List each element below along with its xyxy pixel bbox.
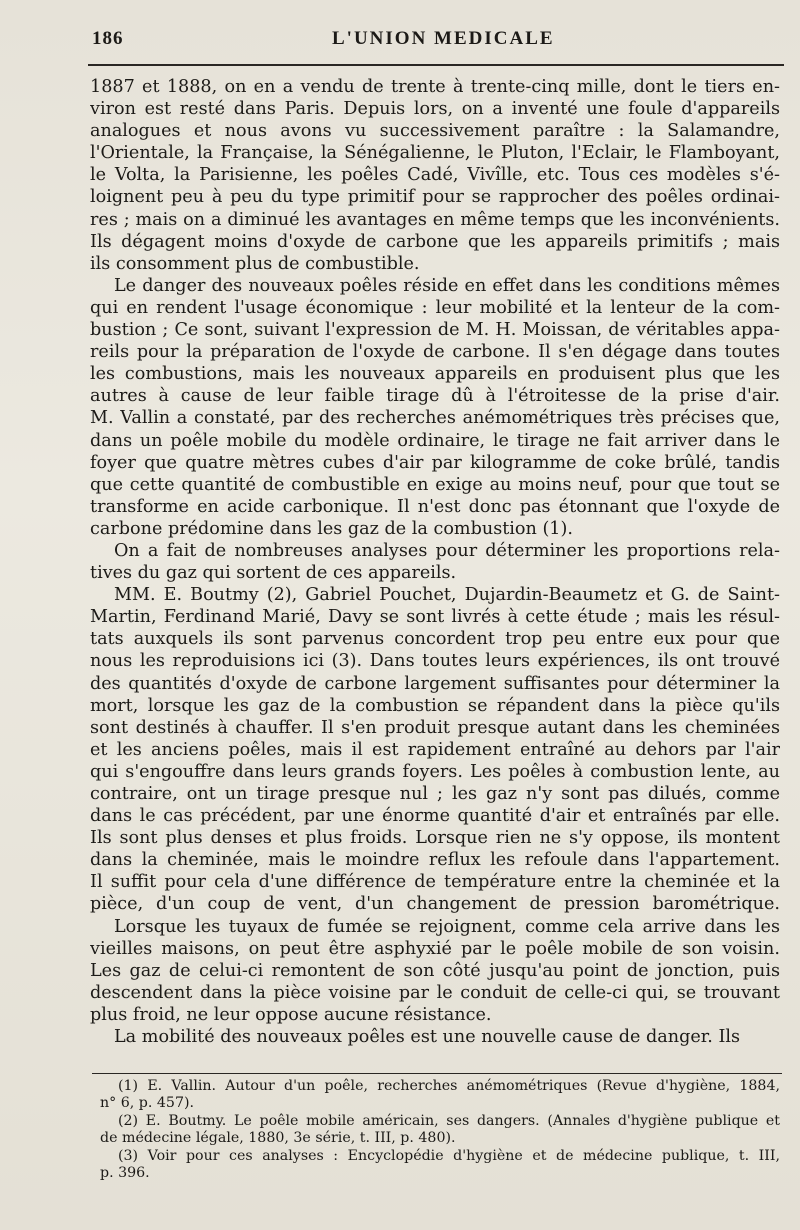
body-line: et les anciens poêles, mais il est rapidement entraîné au dehors par l'air [90,739,780,760]
body-line: tives du gaz qui sortent de ces appareils. [90,563,457,584]
body-line: analogues et nous avons vu successivement paraître : la Salamandre, [90,121,780,142]
body-line: que cette quantité de combustible en exige au moins neuf, pour que tout se [90,474,780,495]
body-line: le Volta, la Parisienne, les poêles Cadé, Vivîlle, etc. Tous ces modèles s'é- [90,165,780,186]
footnote-line: (1) E. Vallin. Autour d'un poêle, recherches anémométriques (Revue d'hygiène, 1884, [118,1078,780,1094]
body-line: qui en rendent l'usage économique : leur mobilité et la lenteur de la com- [90,297,780,318]
header-rule [88,64,784,66]
footnote-line: de médecine légale, 1880, 3e série, t. III, p. 480). [100,1130,456,1147]
body-line: dans le cas précédent, par une énorme quantité d'air et entraînés par elle. [90,806,780,827]
body-line: tats auxquels ils sont parvenus concordent trop peu entre eux pour que [90,629,780,650]
body-line: foyer que quatre mètres cubes d'air par kilogramme de coke brûlé, tandis [90,452,780,473]
body-line: carbone prédomine dans les gaz de la combustion (1). [90,518,573,539]
body-line: plus froid, ne leur oppose aucune résistance. [90,1004,492,1025]
body-line: bustion ; Ce sont, suivant l'expression de M. H. Moissan, de véritables appa- [90,320,780,341]
body-line: Ils sont plus denses et plus froids. Lorsque rien ne s'y oppose, ils montent [90,828,780,849]
body-line: Le danger des nouveaux poêles réside en effet dans les conditions mêmes [114,275,780,296]
body-line: autres à cause de leur faible tirage dû à l'étroitesse de la prise d'air. [90,386,780,407]
footnote-line: (2) E. Boutmy. Le poêle mobile américain, ses dangers. (Annales d'hygiène publique et [118,1112,780,1129]
body-line: l'Orientale, la Française, la Sénégalienne, le Pluton, l'Eclair, le Flamboyant, [90,143,780,164]
body-line: M. Vallin a constaté, par des recherches anémométriques très précises que, [90,408,780,429]
body-line: les combustions, mais les nouveaux appareils en produisent plus que les [90,364,780,385]
body-line: pièce, d'un coup de vent, d'un changement de pression barométrique. [90,894,780,915]
body-line: res ; mais on a diminué les avantages en même temps que les inconvénients. [90,209,780,230]
body-line: vieilles maisons, on peut être asphyxié par le poêle mobile de son voisin. [90,938,780,959]
page-number: 186 [92,28,124,49]
body-line: contraire, ont un tirage presque nul ; les gaz n'y sont pas dilués, comme [90,784,780,804]
body-line: La mobilité des nouveaux poêles est une nouvelle cause de danger. Ils [114,1027,741,1048]
body-line: sont destinés à chauffer. Il s'en produit presque autant dans les cheminées [90,717,780,738]
body-line: ils consomment plus de combustible. [90,253,420,274]
body-line: loignent peu à peu du type primitif pour se rapprocher des poêles ordinai- [90,187,780,208]
body-line: des quantités d'oxyde de carbone largement suffisantes pour déterminer la [90,673,780,694]
body-line: reils pour la préparation de l'oxyde de carbone. Il s'en dégage dans toutes [90,342,780,363]
footnote-line: p. 396. [100,1164,150,1181]
body-line: dans la cheminée, mais le moindre reflux les refoule dans l'appartement. [90,850,780,871]
body-line: 1887 et 1888, on en a vendu de trente à trente-cinq mille, dont le tiers en- [90,77,780,97]
body-line: MM. E. Boutmy (2), Gabriel Pouchet, Dujardin-Beaumetz et G. de Saint- [114,585,780,606]
body-line: viron est resté dans Paris. Depuis lors, on a inventé une foule d'appareils [90,99,780,120]
body-line: mort, lorsque les gaz de la combustion se répandent dans la pièce qu'ils [90,695,780,716]
running-head: L'UNION MEDICALE [332,28,555,49]
body-line: qui s'engouffre dans leurs grands foyers. Les poêles à combustion lente, au [90,761,780,782]
footnote-rule [92,1073,782,1074]
footnote-line: n° 6, p. 457). [100,1095,195,1112]
footnotes [100,1078,780,1182]
body-line: dans un poêle mobile du modèle ordinaire, le tirage ne fait arriver dans le [90,430,780,451]
body-line: Les gaz de celui-ci remontent de son côté jusqu'au point de jonction, puis [90,960,780,981]
body-line: Martin, Ferdinand Marié, Davy se sont livrés à cette étude ; mais les résul- [90,607,780,628]
body-line: nous les reproduisions ici (3). Dans toutes leurs expériences, ils ont trouvé [90,651,780,672]
body-text [90,76,780,1048]
body-line: Ils dégagent moins d'oxyde de carbone que les appareils primitifs ; mais [90,231,780,252]
page-header [92,28,782,56]
body-line: descendent dans la pièce voisine par le conduit de celle-ci qui, se trouvant [90,982,780,1003]
body-line: Lorsque les tuyaux de fumée se rejoignent, comme cela arrive dans les [114,916,780,937]
footnote-line: (3) Voir pour ces analyses : Encyclopédie d'hygiène et de médecine publique, t. III, [118,1147,780,1164]
body-line: On a fait de nombreuses analyses pour déterminer les proportions rela- [114,540,780,561]
body-line: Il suffit pour cela d'une différence de température entre la cheminée et la [90,872,780,893]
body-line: transforme en acide carbonique. Il n'est donc pas étonnant que l'oxyde de [90,496,780,517]
